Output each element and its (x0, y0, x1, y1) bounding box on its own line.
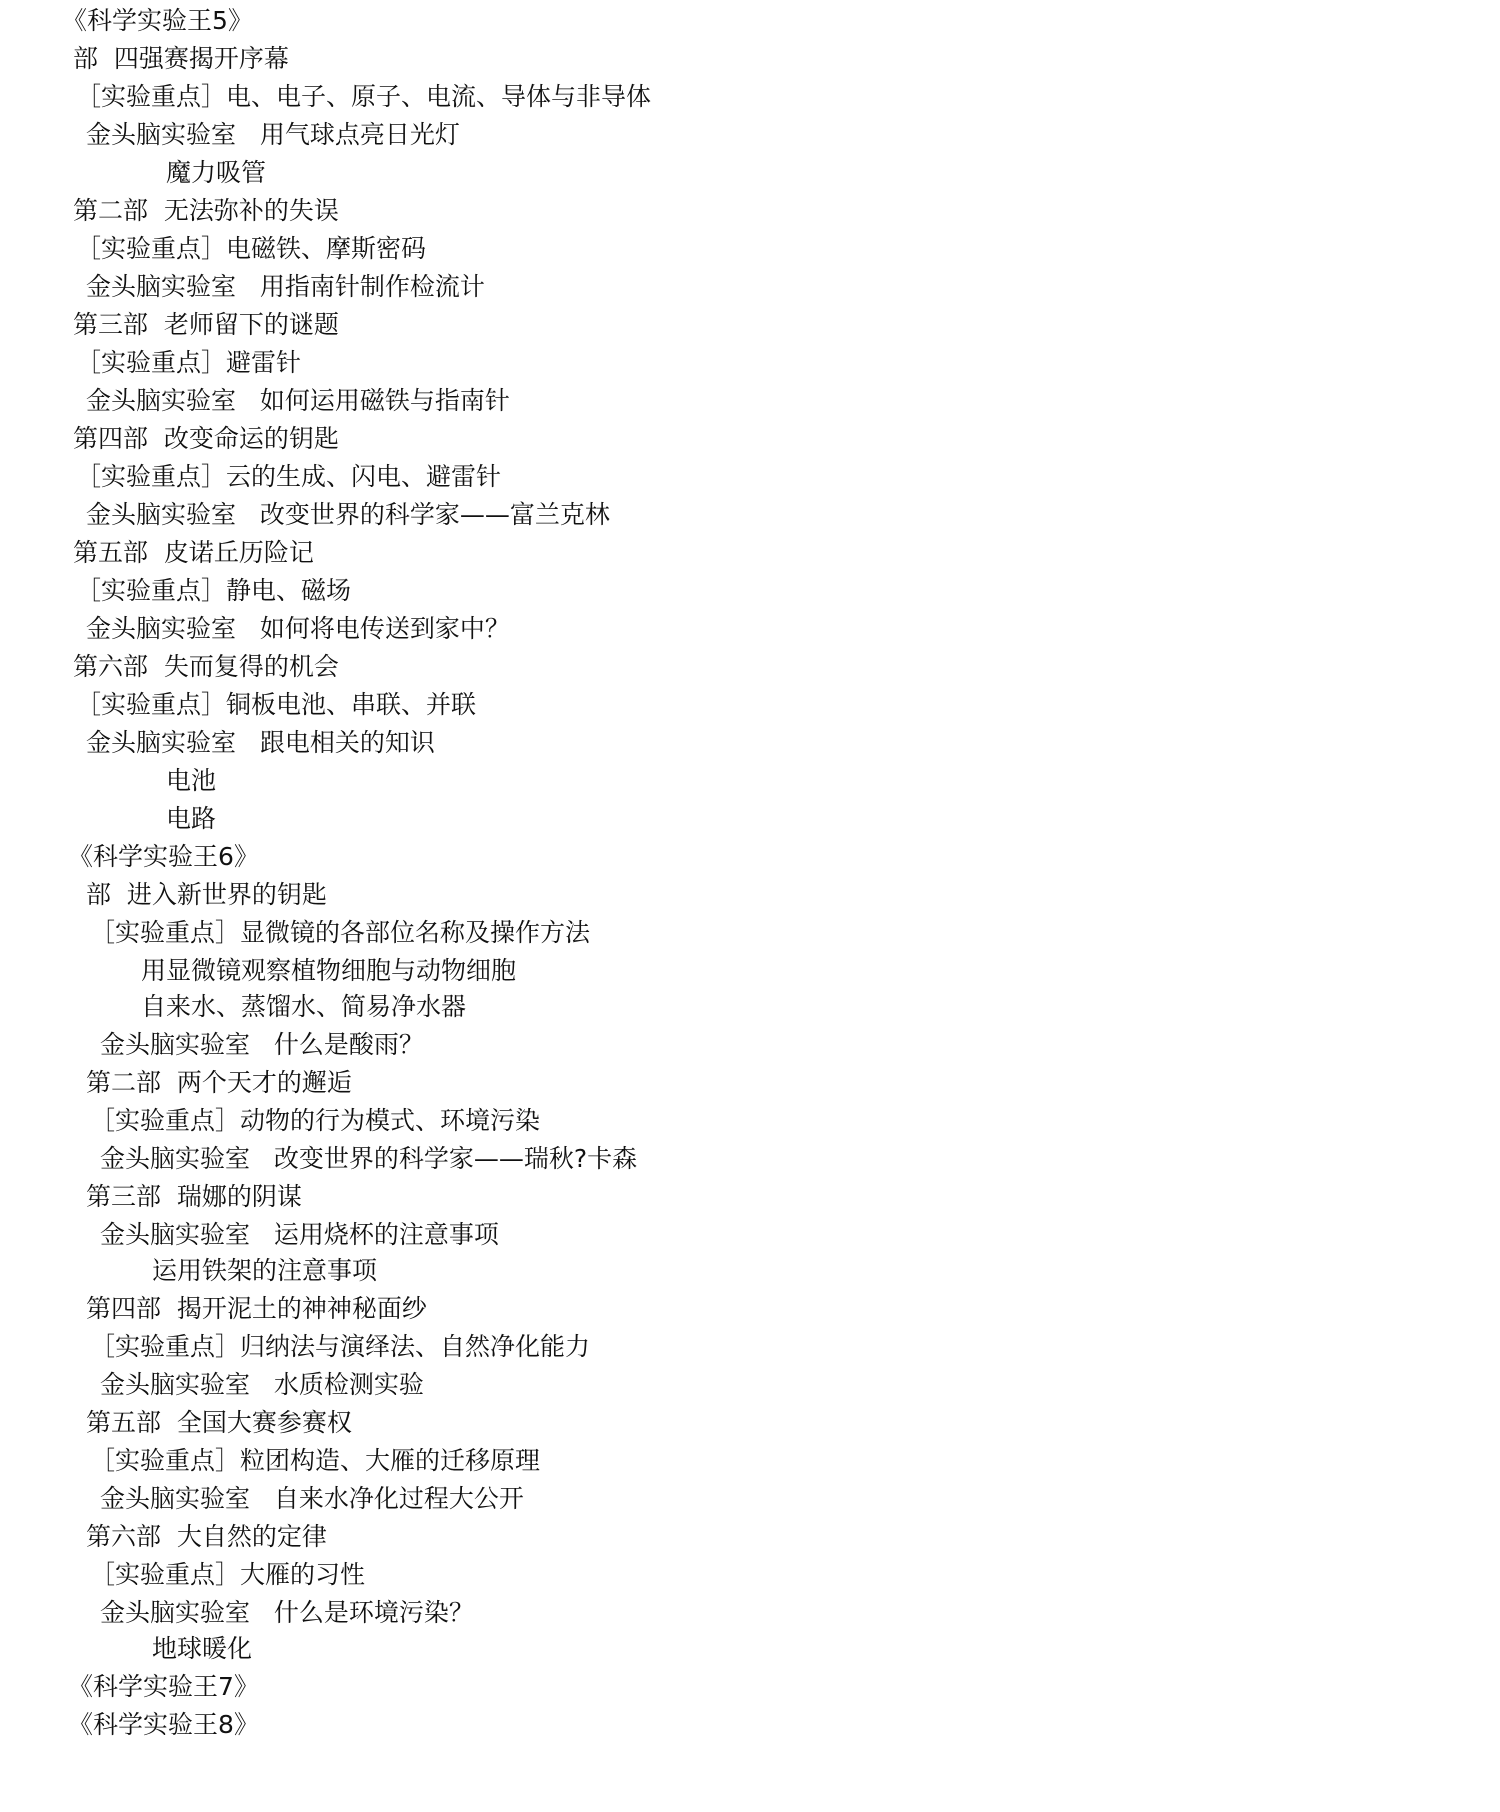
experiment-subitem: 自来水、蒸馏水、简易净水器 (141, 992, 467, 1021)
chapter-heading: 第六部 失而复得的机会 (73, 652, 339, 681)
chapter-heading: 部 进入新世界的钥匙 (86, 880, 327, 909)
experiment-focus: ［实验重点］电、电子、原子、电流、导体与非导体 (76, 82, 652, 111)
experiment-focus: ［实验重点］显微镜的各部位名称及操作方法 (90, 918, 591, 947)
book-title-5: 《科学实验王5》 (62, 6, 253, 35)
lab-item: 金头脑实验室 什么是环境污染？ (100, 1598, 474, 1627)
experiment-focus: ［实验重点］云的生成、闪电、避雷针 (76, 462, 502, 491)
experiment-focus: ［实验重点］大雁的习性 (90, 1560, 366, 1589)
lab-item: 金头脑实验室 什么是酸雨？ (100, 1030, 424, 1059)
lab-subitem: 运用铁架的注意事项 (152, 1256, 378, 1285)
lab-item: 金头脑实验室 用气球点亮日光灯 (86, 120, 460, 149)
lab-item: 金头脑实验室 改变世界的科学家——富兰克林 (86, 500, 610, 529)
experiment-focus: ［实验重点］动物的行为模式、环境污染 (90, 1106, 541, 1135)
chapter-heading: 第五部 全国大赛参赛权 (86, 1408, 352, 1437)
chapter-heading: 第四部 改变命运的钥匙 (73, 424, 339, 453)
experiment-focus: ［实验重点］避雷针 (76, 348, 302, 377)
chapter-heading: 第六部 大自然的定律 (86, 1522, 327, 1551)
lab-subitem: 魔力吸管 (166, 158, 267, 187)
book-title-6: 《科学实验王6》 (68, 842, 259, 871)
experiment-focus: ［实验重点］电磁铁、摩斯密码 (76, 234, 427, 263)
lab-item: 金头脑实验室 改变世界的科学家——瑞秋?卡森 (100, 1144, 638, 1173)
chapter-heading: 第二部 两个天才的邂逅 (86, 1068, 352, 1097)
chapter-heading: 第三部 老师留下的谜题 (73, 310, 339, 339)
lab-subitem: 电路 (166, 804, 217, 833)
experiment-focus: ［实验重点］归纳法与演绎法、自然净化能力 (90, 1332, 591, 1361)
lab-item: 金头脑实验室 如何将电传送到家中？ (86, 614, 510, 643)
lab-item: 金头脑实验室 水质检测实验 (100, 1370, 424, 1399)
lab-item: 金头脑实验室 跟电相关的知识 (86, 728, 435, 757)
lab-subitem: 地球暖化 (152, 1634, 253, 1663)
book-title-7: 《科学实验王7》 (68, 1672, 259, 1701)
lab-item: 金头脑实验室 自来水净化过程大公开 (100, 1484, 524, 1513)
lab-item: 金头脑实验室 运用烧杯的注意事项 (100, 1220, 499, 1249)
lab-item: 金头脑实验室 如何运用磁铁与指南针 (86, 386, 510, 415)
chapter-heading: 部 四强赛揭开序幕 (73, 44, 289, 73)
chapter-heading: 第三部 瑞娜的阴谋 (86, 1182, 302, 1211)
lab-subitem: 电池 (166, 766, 217, 795)
book-title-8: 《科学实验王8》 (68, 1710, 259, 1739)
experiment-focus: ［实验重点］粒团构造、大雁的迁移原理 (90, 1446, 541, 1475)
experiment-focus: ［实验重点］静电、磁场 (76, 576, 352, 605)
chapter-heading: 第二部 无法弥补的失误 (73, 196, 339, 225)
experiment-subitem: 用显微镜观察植物细胞与动物细胞 (141, 956, 517, 985)
lab-item: 金头脑实验室 用指南针制作检流计 (86, 272, 485, 301)
chapter-heading: 第四部 揭开泥土的神神秘面纱 (86, 1294, 427, 1323)
experiment-focus: ［实验重点］铜板电池、串联、并联 (76, 690, 477, 719)
chapter-heading: 第五部 皮诺丘历险记 (73, 538, 314, 567)
